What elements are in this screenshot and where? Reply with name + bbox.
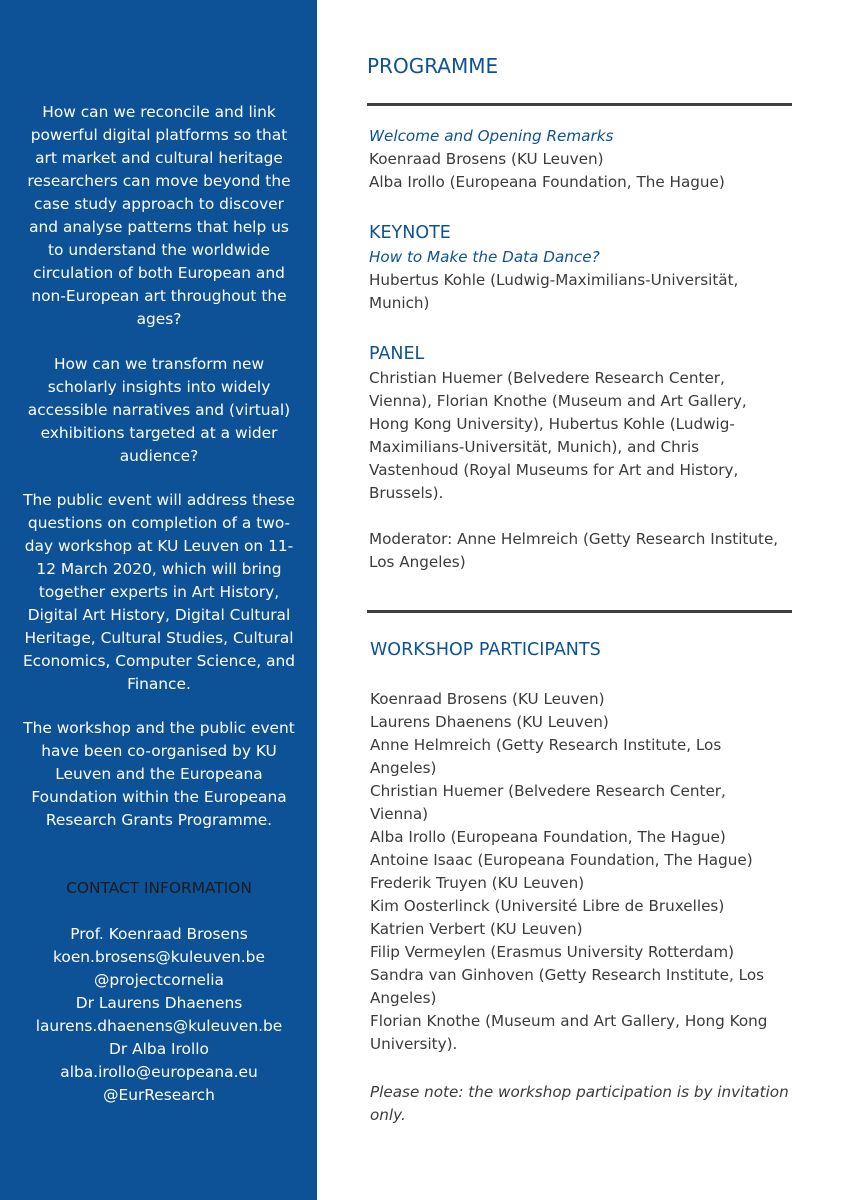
programme-heading: PROGRAMME [367,54,499,78]
contact-heading: CONTACT INFORMATION [66,879,252,897]
list-item: Alba Irollo (Europeana Foundation, The Hague) [370,828,726,846]
organisers-note: The workshop and the public event have been co-organised by KU Leuven and the Europeana Foundation within the Europeana Research Grants Programme. [23,719,295,829]
contact-handle[interactable]: @EurResearch [103,1086,215,1104]
invitation-note: Please note: the workshop participation is by invitation only. [370,1083,789,1124]
panel-moderator: Moderator: Anne Helmreich (Getty Research Institute, Los Angeles) [369,530,779,571]
divider [367,610,792,613]
welcome-speaker: Koenraad Brosens (KU Leuven) [369,150,604,168]
contact-handle[interactable]: @projectcornelia [94,971,224,989]
intro-question-2: How can we transform new scholarly insights into widely accessible narratives and (virtual) exhibitions targeted at a wider audience? [27,355,291,465]
contact-email[interactable]: laurens.dhaenens@kuleuven.be [35,1017,283,1035]
welcome-section [369,125,848,194]
list-item: Filip Vermeylen (Erasmus University Rotterdam) [370,943,735,961]
list-item: Laurens Dhaenens (KU Leuven) [370,713,609,731]
participant-list [370,688,848,1056]
list-item: Frederik Truyen (KU Leuven) [370,874,585,892]
main-column [340,0,830,1200]
list-item: Anne Helmreich (Getty Research Institute, Los Angeles) [370,736,722,777]
panel-section [369,341,848,574]
list-item: Sandra van Ginhoven (Getty Research Institute, Los Angeles) [370,966,765,1007]
divider [367,103,792,106]
keynote-title: How to Make the Data Dance? [369,248,600,266]
list-item: Katrien Verbert (KU Leuven) [370,920,583,938]
keynote-heading: KEYNOTE [369,223,451,243]
panel-heading: PANEL [369,344,425,364]
workshop-heading: WORKSHOP PARTICIPANTS [370,640,601,660]
list-item: Kim Oosterlinck (Université Libre de Bruxelles) [370,897,725,915]
list-item: Florian Knothe (Museum and Art Gallery, Hong Kong University). [370,1012,768,1053]
contact-name: Dr Laurens Dhaenens [75,994,243,1012]
contact-email[interactable]: alba.irollo@europeana.eu [60,1063,258,1081]
intro-question-1: How can we reconcile and link powerful digital platforms so that art market and cultural heritage researchers can move beyond the case study approach to discover and analyse patterns that help us to understand the worldwide circulation of both European and non-European art throughout the ages? [27,103,291,328]
welcome-title: Welcome and Opening Remarks [369,127,614,145]
sidebar [0,0,317,1200]
list-item: Koenraad Brosens (KU Leuven) [370,690,605,708]
contact-email[interactable]: koen.brosens@kuleuven.be [53,948,265,966]
keynote-speaker: Hubertus Kohle (Ludwig-Maximilians-Universität, Munich) [369,271,739,312]
keynote-section [369,220,848,315]
contact-list [14,923,304,1107]
event-description: The public event will address these questions on completion of a two- day workshop at KU Leuven on 11- 12 March 2020, which will bring together experts in Art History, Digital Art History, Digital Cultural Heritage, Cultural Studies, Cultural Economics, Computer Science, and Finance. [22,491,296,693]
contact-name: Prof. Koenraad Brosens [70,925,248,943]
list-item: Christian Huemer (Belvedere Research Center, Vienna) [370,782,726,823]
list-item: Antoine Isaac (Europeana Foundation, The Hague) [370,851,753,869]
welcome-speaker: Alba Irollo (Europeana Foundation, The Hague) [369,173,725,191]
panel-text: Christian Huemer (Belvedere Research Center, Vienna), Florian Knothe (Museum and Art Gallery, Hong Kong University), Hubertus Kohle (Ludwig- Maximilians-Universität, Munich), and Chris Vastenhoud (Royal Museums for Art and History, Brussels). [369,369,747,502]
contact-name: Dr Alba Irollo [109,1040,209,1058]
